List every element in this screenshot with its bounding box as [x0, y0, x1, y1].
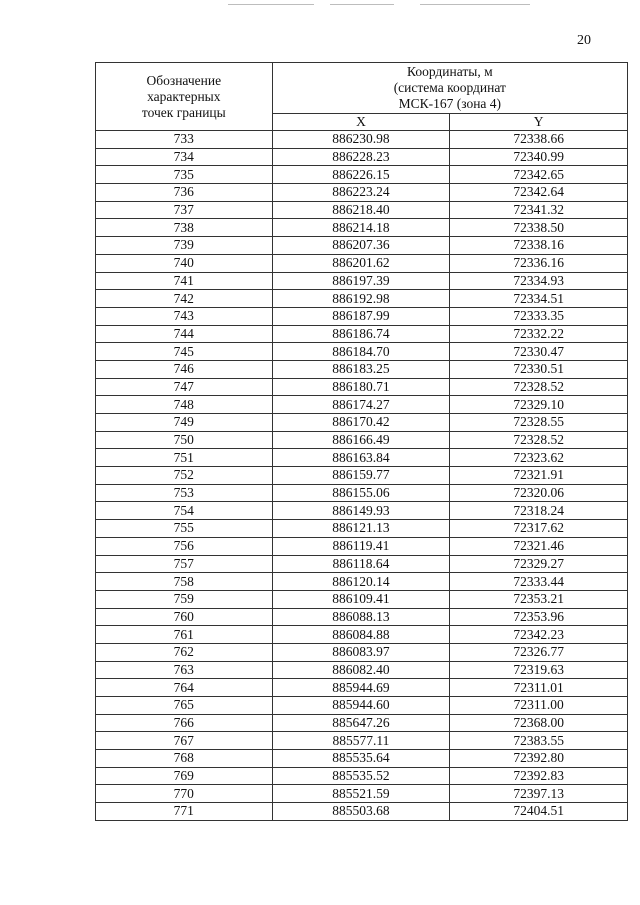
cell-x: 886118.64: [272, 555, 450, 573]
cell-point-id: 747: [96, 378, 273, 396]
cell-point-id: 751: [96, 449, 273, 467]
cell-y: 72311.00: [450, 697, 628, 715]
cell-y: 72320.06: [450, 484, 628, 502]
cell-point-id: 738: [96, 219, 273, 237]
table-row: [96, 272, 628, 290]
cell-x: 885577.11: [272, 732, 450, 750]
cell-x: 886170.42: [272, 414, 450, 432]
cell-x: 886174.27: [272, 396, 450, 414]
table-row: [96, 396, 628, 414]
table-row: [96, 661, 628, 679]
cell-point-id: 759: [96, 590, 273, 608]
table-row: [96, 697, 628, 715]
table-row: [96, 201, 628, 219]
cell-point-id: 770: [96, 785, 273, 803]
cell-x: 885944.60: [272, 697, 450, 715]
cell-point-id: 762: [96, 643, 273, 661]
cell-point-id: 733: [96, 131, 273, 149]
cell-y: 72330.47: [450, 343, 628, 361]
cell-x: 886084.88: [272, 626, 450, 644]
cell-x: 886109.41: [272, 590, 450, 608]
cell-y: 72333.35: [450, 307, 628, 325]
cell-x: 886226.15: [272, 166, 450, 184]
cell-y: 72338.50: [450, 219, 628, 237]
cell-y: 72392.80: [450, 750, 628, 768]
scan-artifact-line-3: [420, 4, 530, 5]
table-header: [96, 63, 628, 131]
cell-x: 886121.13: [272, 520, 450, 538]
header-point-label-line: Обозначение: [146, 72, 222, 88]
cell-point-id: 742: [96, 290, 273, 308]
cell-point-id: 763: [96, 661, 273, 679]
table-row: [96, 643, 628, 661]
cell-y: 72311.01: [450, 679, 628, 697]
cell-y: 72318.24: [450, 502, 628, 520]
cell-point-id: 758: [96, 573, 273, 591]
cell-point-id: 767: [96, 732, 273, 750]
coordinates-table: [95, 62, 628, 821]
cell-x: 885535.52: [272, 767, 450, 785]
cell-y: 72397.13: [450, 785, 628, 803]
cell-point-id: 765: [96, 697, 273, 715]
cell-point-id: 752: [96, 467, 273, 485]
header-coordinates-line: (система координат: [393, 80, 506, 95]
table-row: [96, 431, 628, 449]
cell-point-id: 739: [96, 237, 273, 255]
table-row: [96, 626, 628, 644]
cell-x: 886223.24: [272, 184, 450, 202]
table-row: [96, 467, 628, 485]
table-row: [96, 148, 628, 166]
cell-x: 885535.64: [272, 750, 450, 768]
table-row: [96, 343, 628, 361]
cell-x: 886230.98: [272, 131, 450, 149]
cell-y: 72383.55: [450, 732, 628, 750]
cell-y: 72321.91: [450, 467, 628, 485]
cell-x: 886201.62: [272, 254, 450, 272]
table-row: [96, 307, 628, 325]
cell-y: 72329.10: [450, 396, 628, 414]
cell-point-id: 734: [96, 148, 273, 166]
cell-point-id: 746: [96, 360, 273, 378]
cell-point-id: 766: [96, 714, 273, 732]
cell-point-id: 744: [96, 325, 273, 343]
cell-x: 886120.14: [272, 573, 450, 591]
cell-y: 72333.44: [450, 573, 628, 591]
table-row: [96, 325, 628, 343]
cell-x: 886119.41: [272, 537, 450, 555]
cell-point-id: 740: [96, 254, 273, 272]
cell-y: 72342.65: [450, 166, 628, 184]
page-number: 20: [577, 33, 591, 48]
cell-y: 72323.62: [450, 449, 628, 467]
cell-x: 886214.18: [272, 219, 450, 237]
cell-y: 72392.83: [450, 767, 628, 785]
cell-point-id: 768: [96, 750, 273, 768]
cell-y: 72342.64: [450, 184, 628, 202]
cell-y: 72329.27: [450, 555, 628, 573]
cell-x: 886183.25: [272, 360, 450, 378]
cell-x: 886155.06: [272, 484, 450, 502]
table-body: [96, 131, 628, 821]
cell-point-id: 735: [96, 166, 273, 184]
table-row: [96, 219, 628, 237]
table-row: [96, 237, 628, 255]
table-row: [96, 520, 628, 538]
cell-point-id: 760: [96, 608, 273, 626]
cell-x: 886184.70: [272, 343, 450, 361]
header-x: X: [272, 114, 450, 131]
header-y: Y: [450, 114, 628, 131]
table-row: [96, 785, 628, 803]
table-row: [96, 184, 628, 202]
header-coordinates-line: МСК-167 (зона 4): [398, 96, 502, 111]
table-row: [96, 555, 628, 573]
table-row: [96, 750, 628, 768]
cell-y: 72319.63: [450, 661, 628, 679]
cell-y: 72326.77: [450, 643, 628, 661]
cell-y: 72336.16: [450, 254, 628, 272]
table-row: [96, 131, 628, 149]
cell-x: 886187.99: [272, 307, 450, 325]
header-coordinates-line: Координаты, м: [406, 64, 493, 79]
cell-x: 885647.26: [272, 714, 450, 732]
cell-point-id: 736: [96, 184, 273, 202]
cell-point-id: 754: [96, 502, 273, 520]
cell-point-id: 769: [96, 767, 273, 785]
cell-y: 72404.51: [450, 803, 628, 821]
cell-point-id: 743: [96, 307, 273, 325]
cell-x: 886083.97: [272, 643, 450, 661]
cell-point-id: 737: [96, 201, 273, 219]
cell-y: 72338.16: [450, 237, 628, 255]
cell-y: 72328.55: [450, 414, 628, 432]
scan-artifact-line-1: [228, 4, 314, 5]
cell-y: 72341.32: [450, 201, 628, 219]
cell-y: 72334.93: [450, 272, 628, 290]
cell-x: 886149.93: [272, 502, 450, 520]
cell-point-id: 764: [96, 679, 273, 697]
table-row: [96, 378, 628, 396]
table-row: [96, 608, 628, 626]
table-row: [96, 449, 628, 467]
cell-x: 885503.68: [272, 803, 450, 821]
cell-x: 886207.36: [272, 237, 450, 255]
table-row: [96, 803, 628, 821]
cell-y: 72342.23: [450, 626, 628, 644]
table-row: [96, 360, 628, 378]
header-point-label: [96, 63, 273, 131]
cell-y: 72338.66: [450, 131, 628, 149]
cell-y: 72317.62: [450, 520, 628, 538]
cell-point-id: 748: [96, 396, 273, 414]
table-row: [96, 679, 628, 697]
cell-x: 886166.49: [272, 431, 450, 449]
table-row: [96, 732, 628, 750]
cell-x: 886218.40: [272, 201, 450, 219]
cell-point-id: 750: [96, 431, 273, 449]
cell-y: 72330.51: [450, 360, 628, 378]
table-row: [96, 254, 628, 272]
table-row: [96, 290, 628, 308]
cell-x: 885944.69: [272, 679, 450, 697]
table-row: [96, 590, 628, 608]
cell-y: 72328.52: [450, 378, 628, 396]
cell-point-id: 741: [96, 272, 273, 290]
cell-x: 886159.77: [272, 467, 450, 485]
cell-x: 886192.98: [272, 290, 450, 308]
cell-x: 886197.39: [272, 272, 450, 290]
cell-x: 886228.23: [272, 148, 450, 166]
cell-point-id: 753: [96, 484, 273, 502]
cell-y: 72353.96: [450, 608, 628, 626]
cell-y: 72368.00: [450, 714, 628, 732]
table-row: [96, 573, 628, 591]
cell-point-id: 745: [96, 343, 273, 361]
cell-point-id: 749: [96, 414, 273, 432]
cell-x: 886082.40: [272, 661, 450, 679]
table-row: [96, 767, 628, 785]
cell-point-id: 755: [96, 520, 273, 538]
scan-artifact-line-2: [330, 4, 394, 5]
cell-x: 885521.59: [272, 785, 450, 803]
cell-point-id: 757: [96, 555, 273, 573]
table-row: [96, 414, 628, 432]
cell-x: 886088.13: [272, 608, 450, 626]
header-point-label-line: точек границы: [141, 104, 226, 120]
cell-point-id: 771: [96, 803, 273, 821]
table-row: [96, 714, 628, 732]
cell-y: 72321.46: [450, 537, 628, 555]
cell-x: 886163.84: [272, 449, 450, 467]
header-point-label-line: характерных: [147, 88, 221, 104]
cell-y: 72332.22: [450, 325, 628, 343]
cell-y: 72340.99: [450, 148, 628, 166]
table-row: [96, 166, 628, 184]
cell-point-id: 761: [96, 626, 273, 644]
cell-y: 72353.21: [450, 590, 628, 608]
table-row: [96, 537, 628, 555]
cell-point-id: 756: [96, 537, 273, 555]
cell-y: 72328.52: [450, 431, 628, 449]
cell-x: 886186.74: [272, 325, 450, 343]
cell-y: 72334.51: [450, 290, 628, 308]
cell-x: 886180.71: [272, 378, 450, 396]
table-row: [96, 502, 628, 520]
header-coordinates: [272, 63, 627, 114]
table-row: [96, 484, 628, 502]
